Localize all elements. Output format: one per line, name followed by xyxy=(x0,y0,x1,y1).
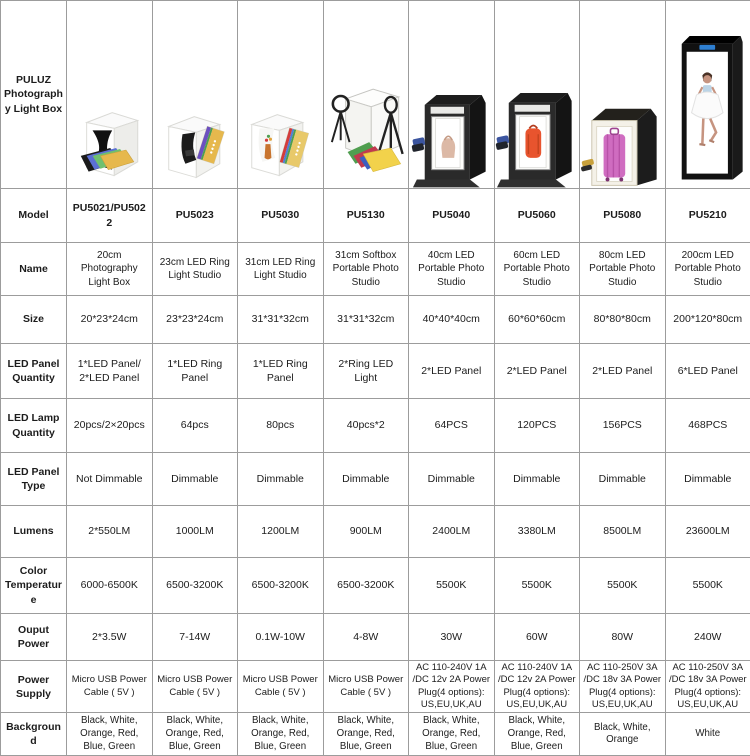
spec-cell-model: PU5210 xyxy=(665,189,750,243)
spec-row-led_panel_type xyxy=(1,453,750,506)
spec-row-output_power xyxy=(1,614,750,661)
spec-cell-size: 80*80*80cm xyxy=(580,296,666,344)
spec-cell-led_lamp_quantity: 80pcs xyxy=(238,399,324,453)
spec-cell-background: Black, White, Orange, Red, Blue, Green xyxy=(323,713,409,756)
spec-cell-led_lamp_quantity: 156PCS xyxy=(580,399,666,453)
spec-cell-led_lamp_quantity: 120PCS xyxy=(494,399,580,453)
row-label-model: Model xyxy=(1,189,67,243)
row-label-output_power: Ouput Power xyxy=(1,614,67,661)
spec-cell-lumens: 3380LM xyxy=(494,506,580,558)
spec-cell-model: PU5080 xyxy=(580,189,666,243)
row-label-led_panel_type: LED Panel Type xyxy=(1,453,67,506)
spec-cell-power_supply: Micro USB Power Cable ( 5V ) xyxy=(238,661,324,713)
spec-cell-background: Black, White, Orange, Red, Blue, Green xyxy=(409,713,495,756)
spec-cell-led_panel_quantity: 2*LED Panel xyxy=(580,344,666,399)
row-label-color_temperature: Color Temperature xyxy=(1,558,67,614)
spec-cell-name: 80cm LED Portable Photo Studio xyxy=(580,243,666,296)
spec-cell-color_temperature: 5500K xyxy=(580,558,666,614)
spec-row-lumens xyxy=(1,506,750,558)
spec-cell-output_power: 2*3.5W xyxy=(67,614,153,661)
row-label-led_lamp_quantity: LED Lamp Quantity xyxy=(1,399,67,453)
spec-cell-name: 31cm LED Ring Light Studio xyxy=(238,243,324,296)
spec-cell-model: PU5021/PU5022 xyxy=(67,189,153,243)
spec-cell-lumens: 2400LM xyxy=(409,506,495,558)
tall-studio-box-model-image xyxy=(666,2,750,188)
row-label-power_supply: Power Supply xyxy=(1,661,67,713)
spec-row-led_panel_quantity xyxy=(1,344,750,399)
product-image-cell xyxy=(665,1,750,189)
spec-cell-lumens: 23600LM xyxy=(665,506,750,558)
spec-cell-output_power: 30W xyxy=(409,614,495,661)
spec-cell-power_supply: Micro USB Power Cable ( 5V ) xyxy=(323,661,409,713)
spec-cell-background: Black, White, Orange xyxy=(580,713,666,756)
spec-cell-color_temperature: 5500K xyxy=(665,558,750,614)
spec-cell-led_lamp_quantity: 20pcs/2×20pcs xyxy=(67,399,153,453)
spec-cell-lumens: 900LM xyxy=(323,506,409,558)
product-image-cell xyxy=(238,1,324,189)
spec-cell-led_panel_quantity: 2*Ring LED Light xyxy=(323,344,409,399)
spec-cell-name: 60cm LED Portable Photo Studio xyxy=(494,243,580,296)
spec-row-size xyxy=(1,296,750,344)
spec-cell-led_lamp_quantity: 40pcs*2 xyxy=(323,399,409,453)
spec-cell-led_lamp_quantity: 64pcs xyxy=(152,399,238,453)
spec-cell-name: 23cm LED Ring Light Studio xyxy=(152,243,238,296)
spec-cell-background: Black, White, Orange, Red, Blue, Green xyxy=(238,713,324,756)
spec-cell-led_panel_quantity: 1*LED Panel/ 2*LED Panel xyxy=(67,344,153,399)
spec-cell-led_lamp_quantity: 64PCS xyxy=(409,399,495,453)
product-image-cell xyxy=(494,1,580,189)
mini-lightbox-ring-light-card-stack-image xyxy=(153,2,238,188)
spec-cell-lumens: 2*550LM xyxy=(67,506,153,558)
row-label-background: Background xyxy=(1,713,67,756)
spec-row-name xyxy=(1,243,750,296)
spec-cell-power_supply: AC 110-250V 3A /DC 18v 3A Power Plug(4 options): US,EU,UK,AU xyxy=(665,661,750,713)
spec-cell-background: Black, White, Orange, Red, Blue, Green xyxy=(152,713,238,756)
spec-cell-model: PU5130 xyxy=(323,189,409,243)
spec-cell-color_temperature: 5500K xyxy=(494,558,580,614)
row-label-size: Size xyxy=(1,296,67,344)
spec-cell-name: 20cm Photography Light Box xyxy=(67,243,153,296)
spec-cell-size: 200*120*80cm xyxy=(665,296,750,344)
spec-cell-size: 40*40*40cm xyxy=(409,296,495,344)
spec-cell-background: Black, White, Orange, Red, Blue, Green xyxy=(67,713,153,756)
spec-row-background xyxy=(1,713,750,756)
spec-cell-led_panel_quantity: 2*LED Panel xyxy=(494,344,580,399)
spec-cell-led_lamp_quantity: 468PCS xyxy=(665,399,750,453)
product-image-cell xyxy=(409,1,495,189)
table-corner-title: PULUZ Photography Light Box xyxy=(1,1,67,189)
mini-lightbox-color-cards-fan-image xyxy=(67,2,152,188)
product-image-cell xyxy=(323,1,409,189)
spec-cell-led_panel_type: Dimmable xyxy=(580,453,666,506)
spec-cell-led_panel_type: Dimmable xyxy=(238,453,324,506)
spec-cell-background: Black, White, Orange, Red, Blue, Green xyxy=(494,713,580,756)
product-image-row xyxy=(1,1,750,189)
spec-cell-led_panel_quantity: 6*LED Panel xyxy=(665,344,750,399)
spec-cell-led_panel_type: Dimmable xyxy=(323,453,409,506)
spec-row-model xyxy=(1,189,750,243)
spec-cell-color_temperature: 6000-6500K xyxy=(67,558,153,614)
spec-cell-name: 40cm LED Portable Photo Studio xyxy=(409,243,495,296)
spec-cell-output_power: 60W xyxy=(494,614,580,661)
product-image-cell xyxy=(67,1,153,189)
spec-cell-led_panel_type: Dimmable xyxy=(494,453,580,506)
spec-cell-color_temperature: 6500-3200K xyxy=(323,558,409,614)
spec-cell-power_supply: AC 110-240V 1A /DC 12v 2A Power Plug(4 options): US,EU,UK,AU xyxy=(494,661,580,713)
spec-cell-output_power: 4-8W xyxy=(323,614,409,661)
spec-cell-led_panel_type: Dimmable xyxy=(152,453,238,506)
spec-cell-background: White xyxy=(665,713,750,756)
spec-cell-lumens: 1200LM xyxy=(238,506,324,558)
spec-cell-model: PU5030 xyxy=(238,189,324,243)
spec-cell-model: PU5060 xyxy=(494,189,580,243)
spec-cell-output_power: 80W xyxy=(580,614,666,661)
row-label-led_panel_quantity: LED Panel Quantity xyxy=(1,344,67,399)
spec-cell-power_supply: AC 110-250V 3A /DC 18v 3A Power Plug(4 options): US,EU,UK,AU xyxy=(580,661,666,713)
spec-cell-power_supply: Micro USB Power Cable ( 5V ) xyxy=(152,661,238,713)
spec-cell-color_temperature: 6500-3200K xyxy=(238,558,324,614)
spec-cell-output_power: 7-14W xyxy=(152,614,238,661)
spec-cell-size: 31*31*32cm xyxy=(238,296,324,344)
spec-cell-power_supply: AC 110-240V 1A /DC 12v 2A Power Plug(4 options): US,EU,UK,AU xyxy=(409,661,495,713)
spec-cell-led_panel_quantity: 1*LED Ring Panel xyxy=(152,344,238,399)
spec-cell-name: 31cm Softbox Portable Photo Studio xyxy=(323,243,409,296)
studio-box-pink-suitcase-image xyxy=(580,2,665,188)
spec-cell-model: PU5023 xyxy=(152,189,238,243)
mini-lightbox-vase-card-stack-image xyxy=(238,2,323,188)
spec-row-power_supply xyxy=(1,661,750,713)
spec-cell-color_temperature: 6500-3200K xyxy=(152,558,238,614)
spec-cell-lumens: 1000LM xyxy=(152,506,238,558)
spec-cell-lumens: 8500LM xyxy=(580,506,666,558)
spec-cell-model: PU5040 xyxy=(409,189,495,243)
row-label-lumens: Lumens xyxy=(1,506,67,558)
spec-cell-size: 20*23*24cm xyxy=(67,296,153,344)
black-studio-box-red-backpack-image xyxy=(495,2,580,188)
spec-cell-led_panel_quantity: 1*LED Ring Panel xyxy=(238,344,324,399)
spec-cell-led_panel_type: Dimmable xyxy=(665,453,750,506)
spec-cell-led_panel_quantity: 2*LED Panel xyxy=(409,344,495,399)
spec-cell-size: 60*60*60cm xyxy=(494,296,580,344)
softbox-cube-ring-light-tripods-image xyxy=(324,2,409,188)
spec-cell-size: 23*23*24cm xyxy=(152,296,238,344)
spec-cell-led_panel_type: Dimmable xyxy=(409,453,495,506)
row-label-name: Name xyxy=(1,243,67,296)
spec-row-led_lamp_quantity xyxy=(1,399,750,453)
black-studio-box-handbag-image xyxy=(409,2,494,188)
product-image-cell xyxy=(152,1,238,189)
spec-cell-output_power: 0.1W-10W xyxy=(238,614,324,661)
spec-cell-output_power: 240W xyxy=(665,614,750,661)
spec-cell-led_panel_type: Not Dimmable xyxy=(67,453,153,506)
spec-row-color_temperature xyxy=(1,558,750,614)
spec-cell-name: 200cm LED Portable Photo Studio xyxy=(665,243,750,296)
product-image-cell xyxy=(580,1,666,189)
spec-cell-power_supply: Micro USB Power Cable ( 5V ) xyxy=(67,661,153,713)
spec-cell-color_temperature: 5500K xyxy=(409,558,495,614)
spec-cell-size: 31*31*32cm xyxy=(323,296,409,344)
